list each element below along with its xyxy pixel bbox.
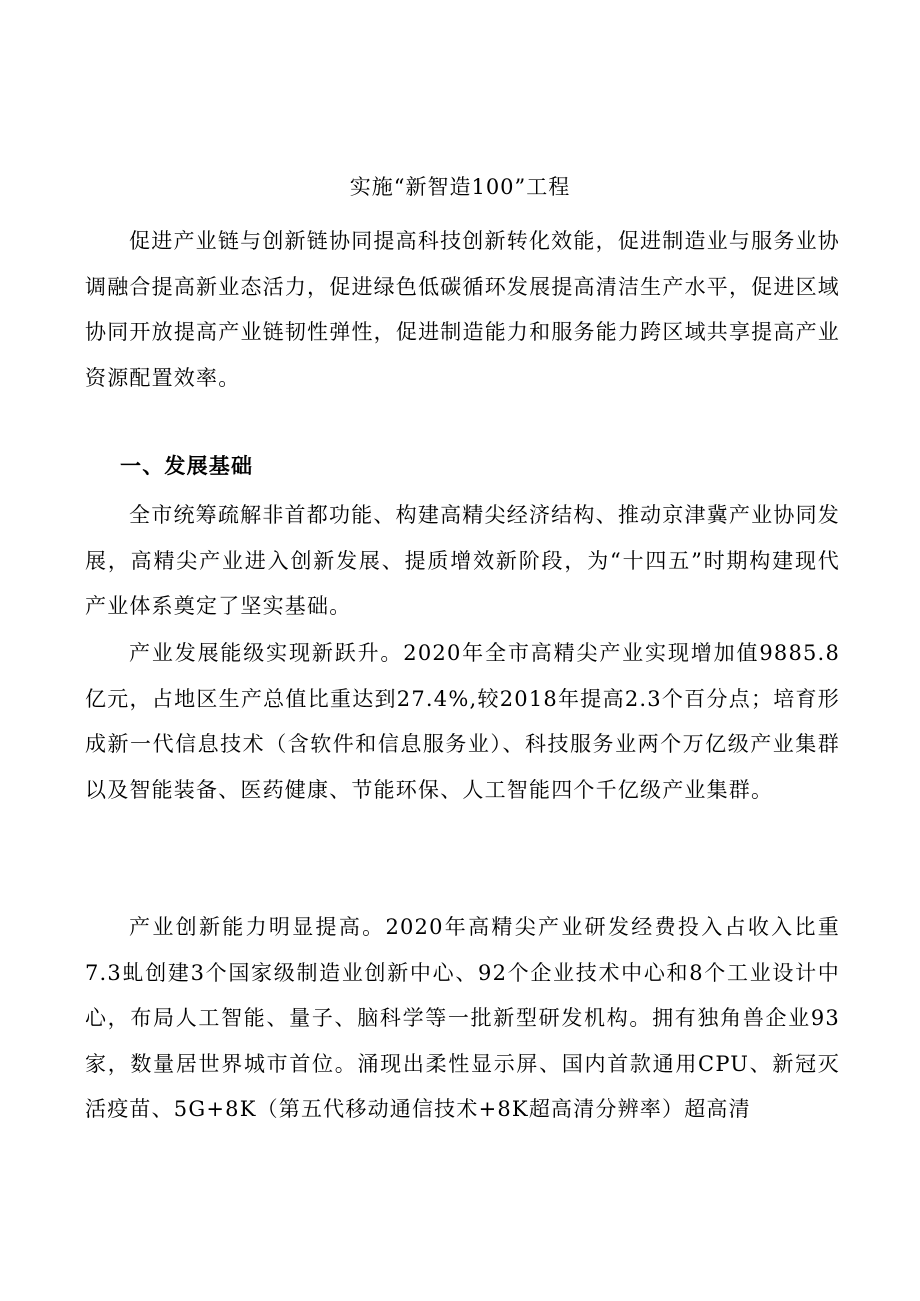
section-heading: 一、发展基础 bbox=[120, 453, 254, 478]
body-paragraph-innovation: 产业创新能力明显提高。2020年高精尖产业研发经费投入占收入比重7.3虬创建3个国家级制造业创新中心、92个企业技术中心和8个工业设计中心，布局人工智能、量子、脑科学等一批新型研发机构。拥有独角兽企业93家，数量居世界城市首位。涌现出柔性显示屏、国内首款通用CPU、新冠灭活疫苗、5G+8K（第五代移动通信技术+8K超高清分辨率）超高清 bbox=[85, 915, 840, 1121]
body-paragraph-industry-level: 产业发展能级实现新跃升。2020年全市高精尖产业实现增加值9885.8亿元，占地区生产总值比重达到27.4%,较2018年提高2.3个百分点；培育形成新一代信息技术（含软件和信息服务业）、科技服务业两个万亿级产业集群以及智能装备、医药健康、节能环保、人工智能四个千亿级产业集群。 bbox=[85, 641, 840, 802]
document-title: 实施“新智造100”工程 bbox=[349, 175, 571, 199]
body-paragraph-foundation: 全市统筹疏解非首都功能、构建高精尖经济结构、推动京津冀产业协同发展，高精尖产业进入创新发展、提质增效新阶段，为“十四五”时期构建现代产业体系奠定了坚实基础。 bbox=[85, 503, 840, 618]
intro-paragraph: 促进产业链与创新链协同提高科技创新转化效能，促进制造业与服务业协调融合提高新业态活力，促进绿色低碳循环发展提高清洁生产水平，促进区域协同开放提高产业链韧性弹性，促进制造能力和服务能力跨区域共享提高产业资源配置效率。 bbox=[85, 229, 840, 390]
